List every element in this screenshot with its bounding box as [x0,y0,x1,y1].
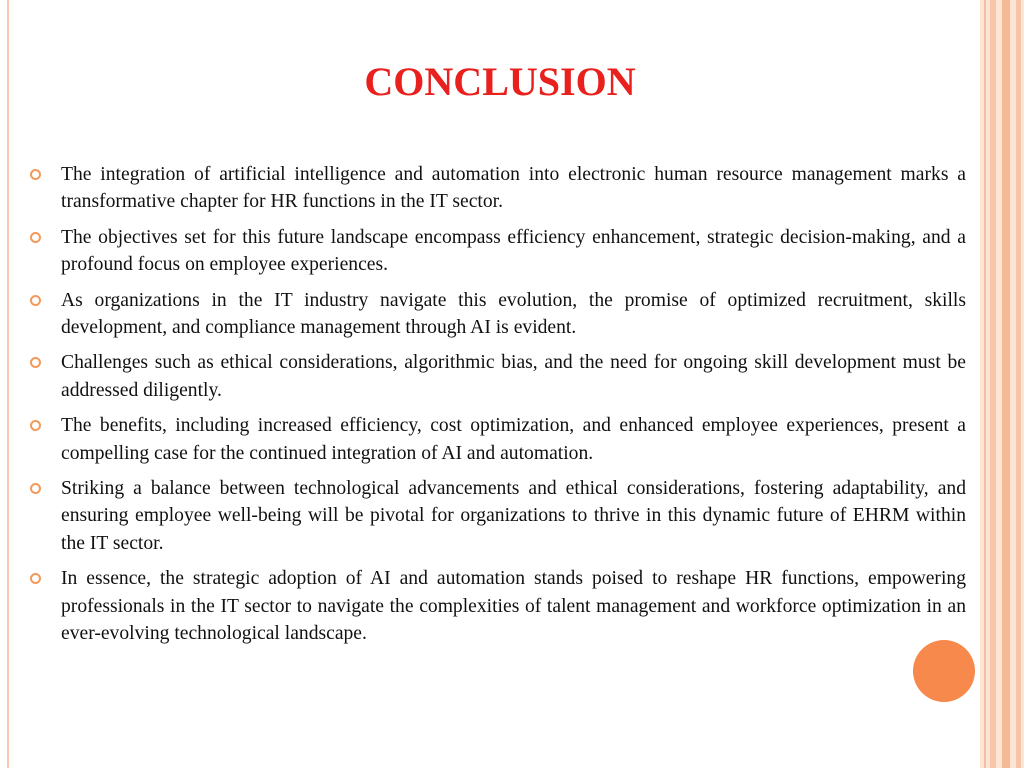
right-stripe [990,0,996,768]
bullet-text: Striking a balance between technological advancements and ethical considerations, fostering adaptability, and ensuring employee well-being will be pivotal for organizations to thrive in this dynamic future of EHRM within the IT sector. [61,478,966,554]
bullet-text: Challenges such as ethical considerations, algorithmic bias, and the need for ongoing skill development must be addressed diligently. [61,352,966,401]
bullet-text: The benefits, including increased efficiency, cost optimization, and enhanced employee experiences, present a compelling case for the continued integration of AI and automation. [61,415,966,464]
bullet-text: The integration of artificial intelligence and automation into electronic human resource management marks a transformative chapter for HR functions in the IT sector. [61,164,966,213]
right-stripe [984,0,986,768]
bullet-item [30,565,966,647]
bullet-item [30,287,966,342]
bullet-item [30,412,966,467]
bullet-item [30,161,966,216]
right-decorative-band [980,0,1024,768]
bullet-ring-icon [30,232,41,243]
right-stripe [1016,0,1021,768]
bullet-ring-icon [30,420,41,431]
left-border-line [7,0,9,768]
bullet-text: The objectives set for this future landscape encompass efficiency enhancement, strategic decision-making, and a profound focus on employee experiences. [61,226,966,276]
decorative-orange-circle [913,640,975,702]
right-stripe [1002,0,1010,768]
bullet-ring-icon [30,357,41,368]
bullet-text: In essence, the strategic adoption of AI and automation stands poised to reshape HR functions, empowering professionals in the IT sector to navigate the complexities of talent management and workforce optimization in an ever-evolving technological landscape. [61,568,966,645]
slide-title: CONCLUSION [364,59,636,104]
bullet-item [30,475,966,557]
bullet-item [30,349,966,404]
bullet-item [30,224,966,279]
bullet-ring-icon [30,483,41,494]
bullet-list [30,161,966,656]
bullet-ring-icon [30,295,41,306]
bullet-ring-icon [30,573,41,584]
bullet-text: As organizations in the IT industry navigate this evolution, the promise of optimized recruitment, skills development, and compliance management through AI is evident. [61,289,966,339]
bullet-ring-icon [30,169,41,180]
